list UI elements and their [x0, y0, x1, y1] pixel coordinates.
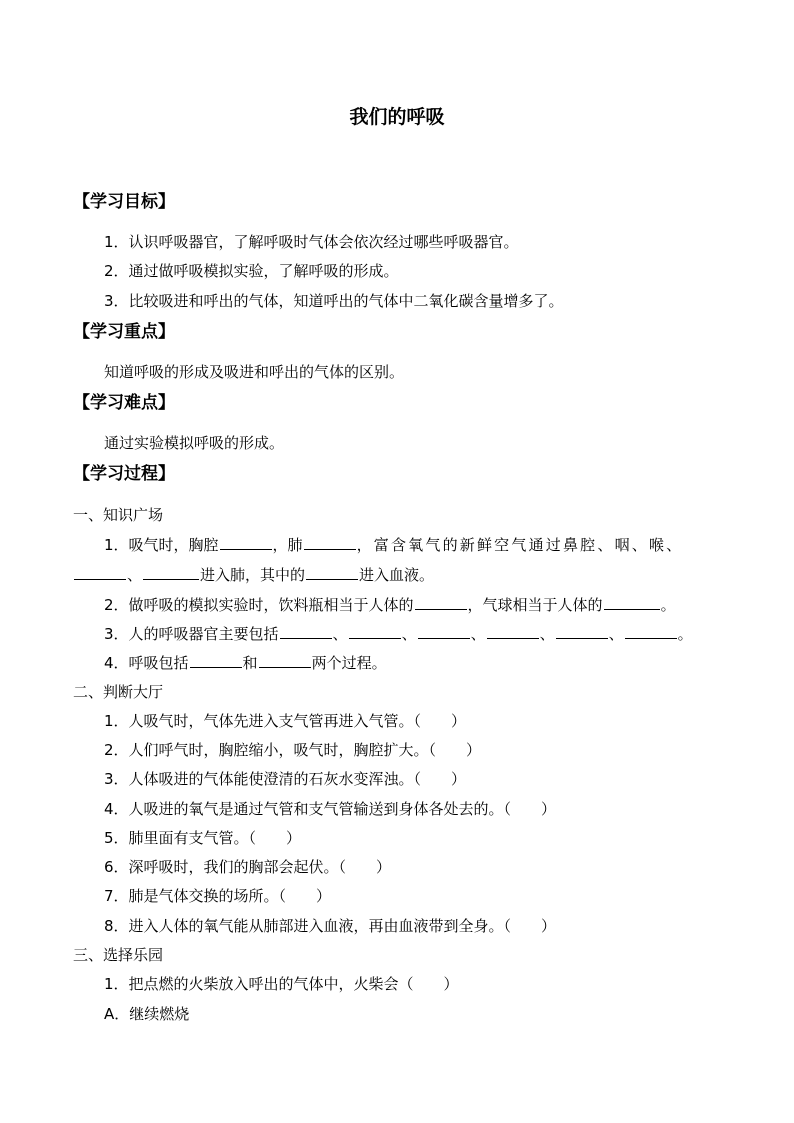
answer-blank[interactable]	[143, 564, 199, 580]
answer-blank[interactable]	[280, 623, 332, 639]
focus-heading: 【学习重点】	[73, 322, 175, 342]
answer-blank[interactable]	[415, 594, 467, 610]
q1-text-f: 进入血液。	[359, 566, 435, 584]
knowledge-question-4	[104, 652, 387, 674]
answer-blank[interactable]	[74, 564, 126, 580]
goal-item-2: 2．通过做呼吸模拟实验，了解呼吸的形成。	[104, 262, 399, 280]
judge-item-2: 2．人们呼气时，胸腔缩小，吸气时，胸腔扩大。（ ）	[104, 741, 482, 759]
q2-text-a: 2．做呼吸的模拟实验时，饮料瓶相当于人体的	[104, 596, 414, 614]
knowledge-question-3	[104, 623, 693, 645]
q1-text-e: 进入肺，其中的	[200, 566, 306, 584]
judge-item-8: 8．进入人体的氧气能从肺部进入血液，再由血液带到全身。（ ）	[104, 917, 557, 935]
difficulty-heading: 【学习难点】	[73, 393, 175, 413]
answer-blank[interactable]	[220, 534, 272, 550]
knowledge-question-1-line2	[73, 564, 434, 586]
q3-sep: 、	[332, 625, 348, 643]
judge-item-3: 3．人体吸进的气体能使澄清的石灰水变浑浊。（ ）	[104, 770, 467, 788]
q4-text-c: 两个过程。	[311, 654, 387, 672]
process-heading: 【学习过程】	[73, 464, 175, 484]
q4-text-b: 和	[242, 654, 258, 672]
answer-blank[interactable]	[306, 564, 358, 580]
difficulty-text: 通过实验模拟呼吸的形成。	[104, 434, 285, 452]
q3-end: 。	[677, 625, 693, 643]
q1-text-d: 、	[127, 566, 143, 584]
judge-item-7: 7．肺是气体交换的场所。（ ）	[104, 887, 332, 905]
answer-blank[interactable]	[418, 623, 470, 639]
choice-question-1: 1．把点燃的火柴放入呼出的气体中，火柴会（ ）	[104, 975, 459, 993]
q3-sep: 、	[608, 625, 624, 643]
answer-blank[interactable]	[487, 623, 539, 639]
page-title: 我们的呼吸	[349, 106, 445, 128]
q1-text-b: ，肺	[272, 536, 303, 554]
q3-text-a: 3．人的呼吸器官主要包括	[104, 625, 279, 643]
answer-blank[interactable]	[349, 623, 401, 639]
q3-sep: 、	[539, 625, 555, 643]
judge-item-5: 5．肺里面有支气管。（ ）	[104, 829, 302, 847]
answer-blank[interactable]	[259, 652, 311, 668]
judge-item-6: 6．深呼吸时，我们的胸部会起伏。（ ）	[104, 858, 392, 876]
judge-item-1: 1．人吸气时，气体先进入支气管再进入气管。（ ）	[104, 712, 467, 730]
choice-option-a: A．继续燃烧	[104, 1005, 190, 1023]
answer-blank[interactable]	[190, 652, 242, 668]
answer-blank[interactable]	[304, 534, 356, 550]
part1-title: 一、知识广场	[73, 506, 164, 524]
part3-title: 三、选择乐园	[73, 946, 164, 964]
answer-blank[interactable]	[625, 623, 677, 639]
q2-text-b: ，气球相当于人体的	[467, 596, 603, 614]
knowledge-question-1-line1	[104, 534, 683, 556]
q1-text-c: ，富含氧气的新鲜空气通过鼻腔、咽、喉、	[356, 536, 684, 554]
q1-text-a: 1．吸气时，胸腔	[104, 536, 219, 554]
goals-heading: 【学习目标】	[73, 192, 175, 212]
q3-sep: 、	[401, 625, 417, 643]
answer-blank[interactable]	[556, 623, 608, 639]
focus-text: 知道呼吸的形成及吸进和呼出的气体的区别。	[104, 363, 405, 381]
q2-text-c: 。	[660, 596, 676, 614]
part2-title: 二、判断大厅	[73, 683, 164, 701]
answer-blank[interactable]	[604, 594, 660, 610]
goal-item-3: 3．比较吸进和呼出的气体，知道呼出的气体中二氧化碳含量增多了。	[104, 292, 564, 310]
judge-item-4: 4．人吸进的氧气是通过气管和支气管输送到身体各处去的。（ ）	[104, 800, 557, 818]
knowledge-question-2	[104, 594, 676, 616]
q3-sep: 、	[470, 625, 486, 643]
q4-text-a: 4．呼吸包括	[104, 654, 189, 672]
goal-item-1: 1．认识呼吸器官，了解呼吸时气体会依次经过哪些呼吸器官。	[104, 233, 519, 251]
